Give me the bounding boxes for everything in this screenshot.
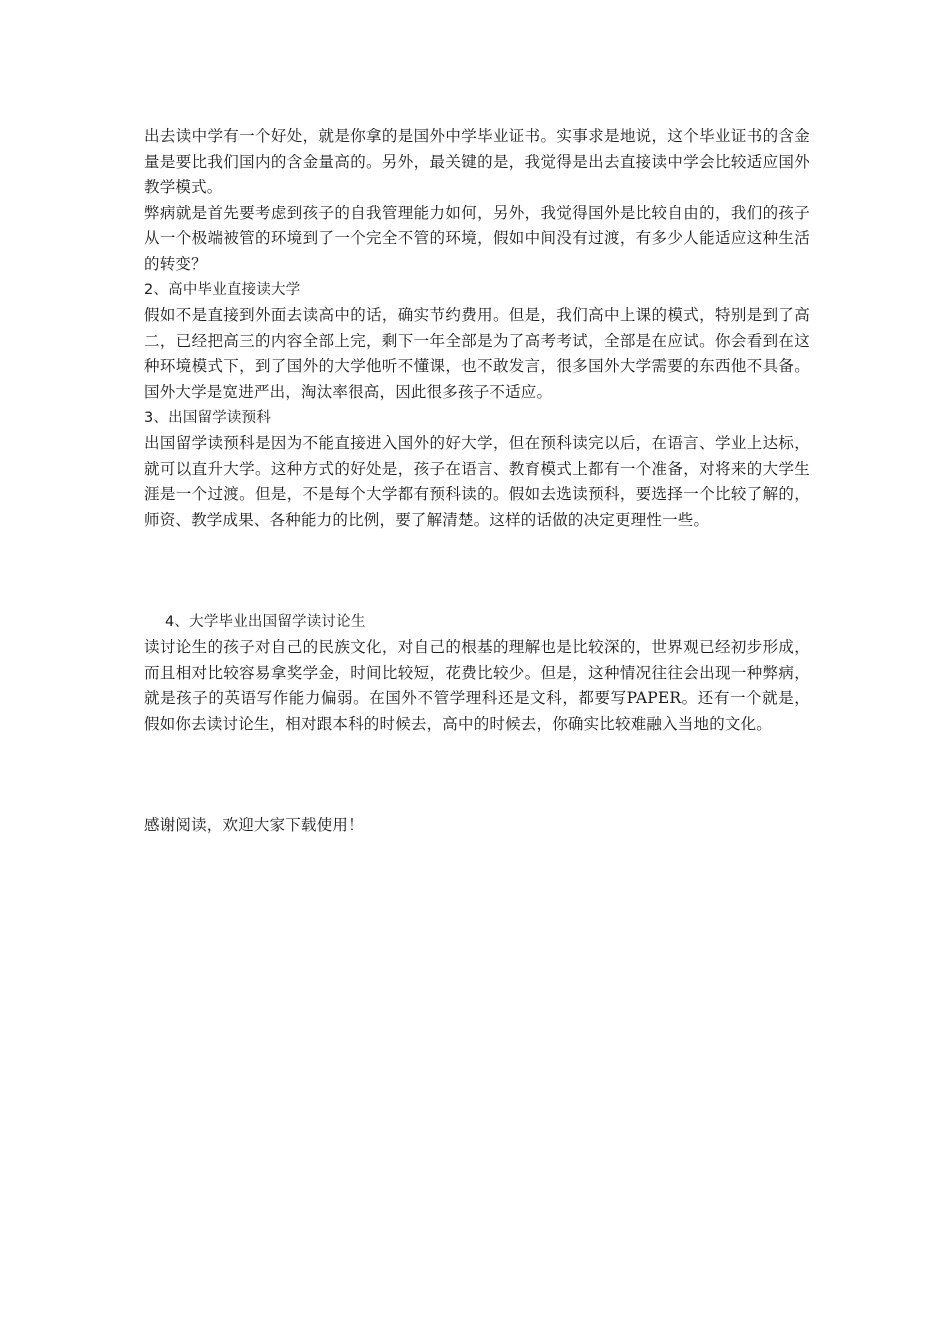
section-heading-3: 3、出国留学读预科 — [144, 409, 272, 426]
blank-spacer-end — [144, 737, 810, 813]
paragraph-high-school-graduation: 假如不是直接到外面去读高中的话，确实节约费用。但是，我们高中上课的模式，特别是到了高二，已经把高三的内容全部上完，剩下一年全部是为了高考考试，全部是在应试。你会看到在这种环境模式下，到了国外的大学他听不懂课，也不敢发言，很多国外大学需要的东西他不具备。国外大学是宽进严出，淘汰率很高，因此很多孩子不适应。 — [144, 306, 810, 401]
blank-spacer — [144, 534, 810, 610]
paragraph-graduate-study: 读讨论生的孩子对自己的民族文化，对自己的根基的理解也是比较深的，世界观已经初步形成，而且相对比较容易拿奖学金，时间比较短，花费比较少。但是，这种情况往往会出现一种弊病，就是孩子的英语写作能力偏弱。在国外不管学理科还是文科，都要写PAPER。还有一个就是，假如你去读讨论生，相对跟本科的时候去，高中的时候去，你确实比较难融入当地的文化。 — [144, 638, 810, 733]
section-heading-2: 2、高中毕业直接读大学 — [144, 281, 301, 298]
paragraph-drawbacks: 弊病就是首先要考虑到孩子的自我管理能力如何，另外，我觉得国外是比较自由的，我们的孩子从一个极端被管的环境到了一个完全不管的环境，假如中间没有过渡，有多少人能适应这种生活的转变？ — [144, 203, 810, 273]
section-heading-4: 4、大学毕业出国留学读讨论生 — [165, 613, 366, 630]
document-body — [144, 124, 810, 839]
closing-note: 感谢阅读，欢迎大家下载使用！ — [144, 816, 364, 835]
paragraph-study-abroad-middle-school: 出去读中学有一个好处，就是你拿的是国外中学毕业证书。实事求是地说，这个毕业证书的含金量是要比我们国内的含金量高的。另外，最关键的是，我觉得是出去直接读中学会比较适应国外教学模式。 — [144, 127, 810, 197]
paragraph-preparatory-course: 出国留学读预科是因为不能直接进入国外的好大学，但在预科读完以后，在语言、学业上达标，就可以直升大学。这种方式的好处是，孩子在语言、教育模式上都有一个准备，对将来的大学生涯是一个过渡。但是，不是每个大学都有预科读的。假如去选读预科，要选择一个比较了解的，师资、教学成果、各种能力的比例，要了解清楚。这样的话做的决定更理性一些。 — [144, 434, 810, 529]
